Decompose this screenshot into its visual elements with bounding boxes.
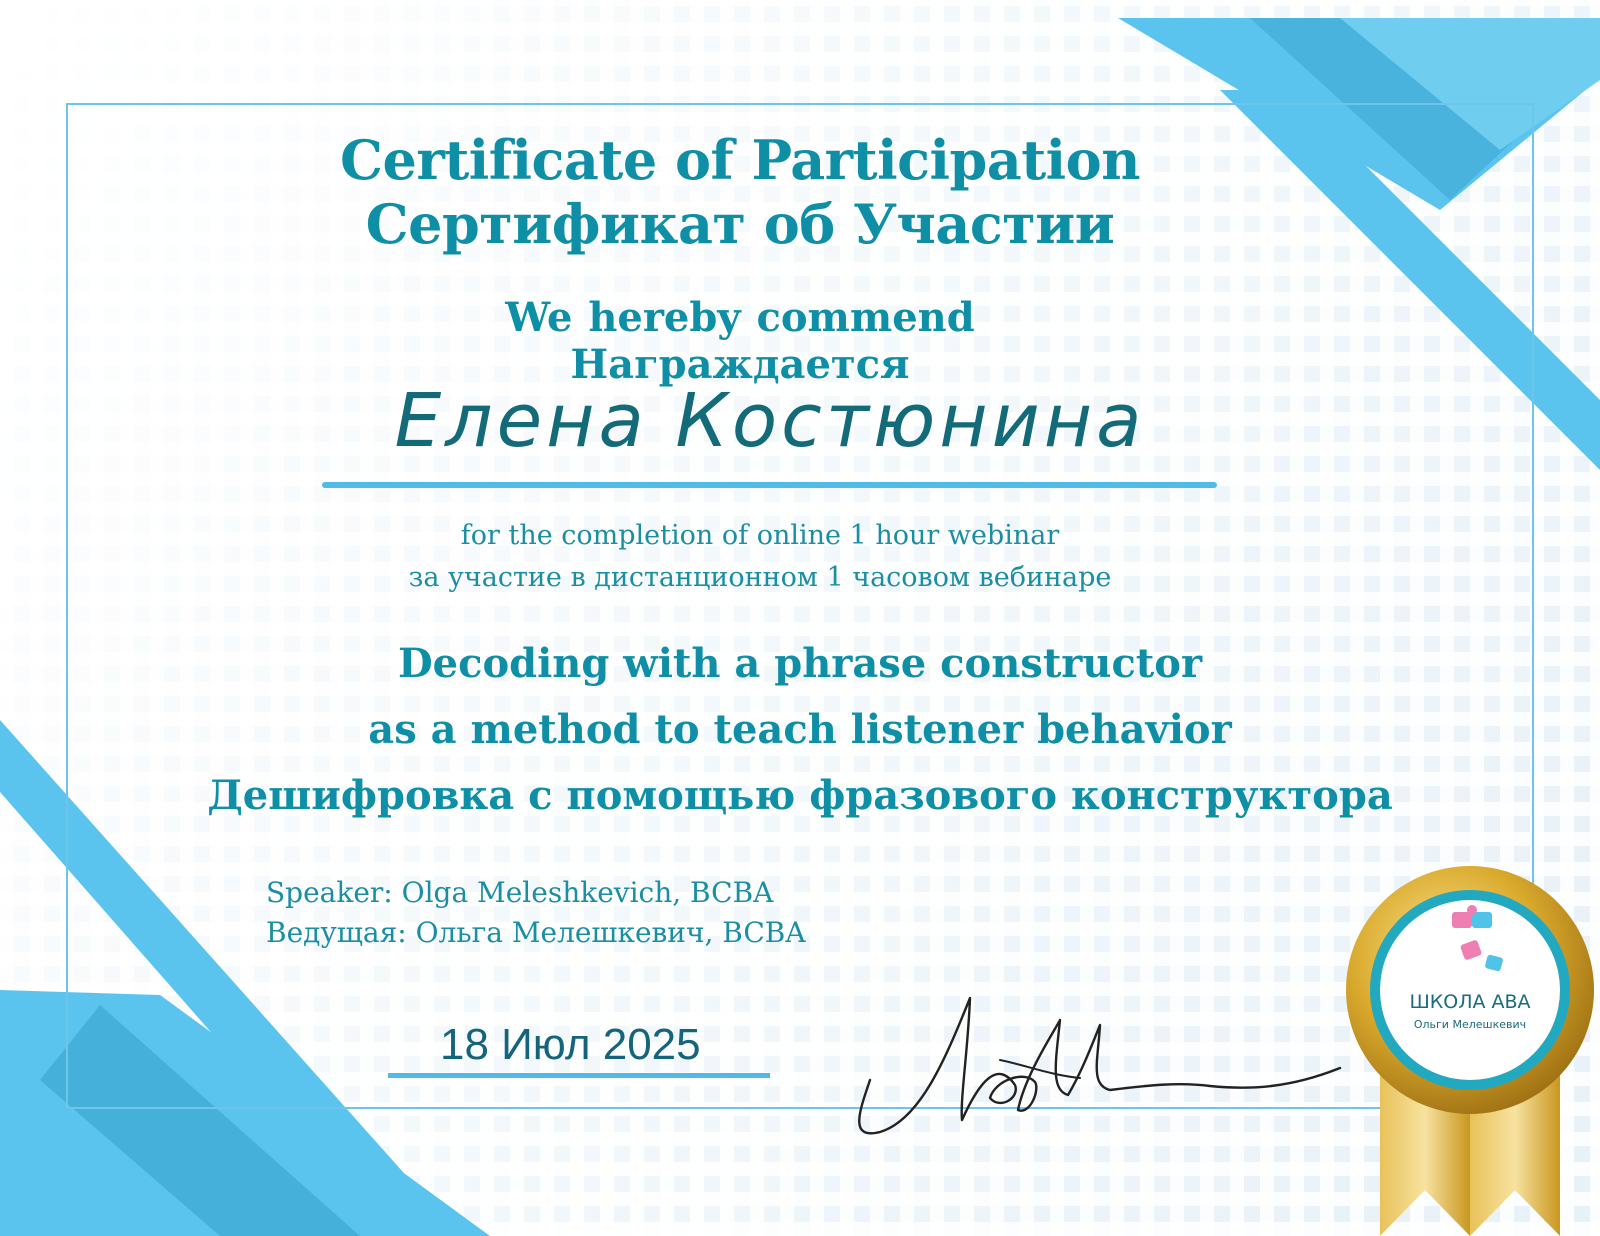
date-underline [388, 1073, 770, 1078]
speaker-ru: Ведущая: Ольга Мелешкевич, BCBA [266, 916, 806, 949]
gold-seal-badge [1340, 860, 1600, 1236]
commend-en: We hereby commend [505, 294, 975, 341]
speaker-en: Speaker: Olga Meleshkevich, BCBA [266, 876, 774, 909]
commend-line [300, 294, 1180, 388]
certificate-date: 18 Июл 2025 [440, 1020, 701, 1069]
recipient-underline [322, 482, 1217, 488]
webinar-topic-line2: as a method to teach listener behavior [368, 706, 1232, 753]
recipient-name: Елена Костюнина [394, 378, 1146, 464]
webinar-topic-line1: Decoding with a phrase constructor [397, 640, 1203, 687]
signature-image [850, 990, 1370, 1160]
seal-school-owner: Ольги Мелешкевич [1413, 1018, 1527, 1031]
commend-ru: Награждается [570, 341, 910, 388]
certificate-title-ru: Сертификат об Участии [365, 192, 1115, 256]
certificate-title-en: Certificate of Participation [340, 128, 1140, 192]
completion-text-en: for the completion of online 1 hour webinar [460, 520, 1060, 551]
seal-school-name: ШКОЛА АВА [1409, 991, 1531, 1013]
webinar-topic-ru: Дешифровка с помощью фразового конструктора [207, 772, 1393, 819]
completion-text-ru: за участие в дистанционном 1 часовом вебинаре [408, 562, 1112, 593]
